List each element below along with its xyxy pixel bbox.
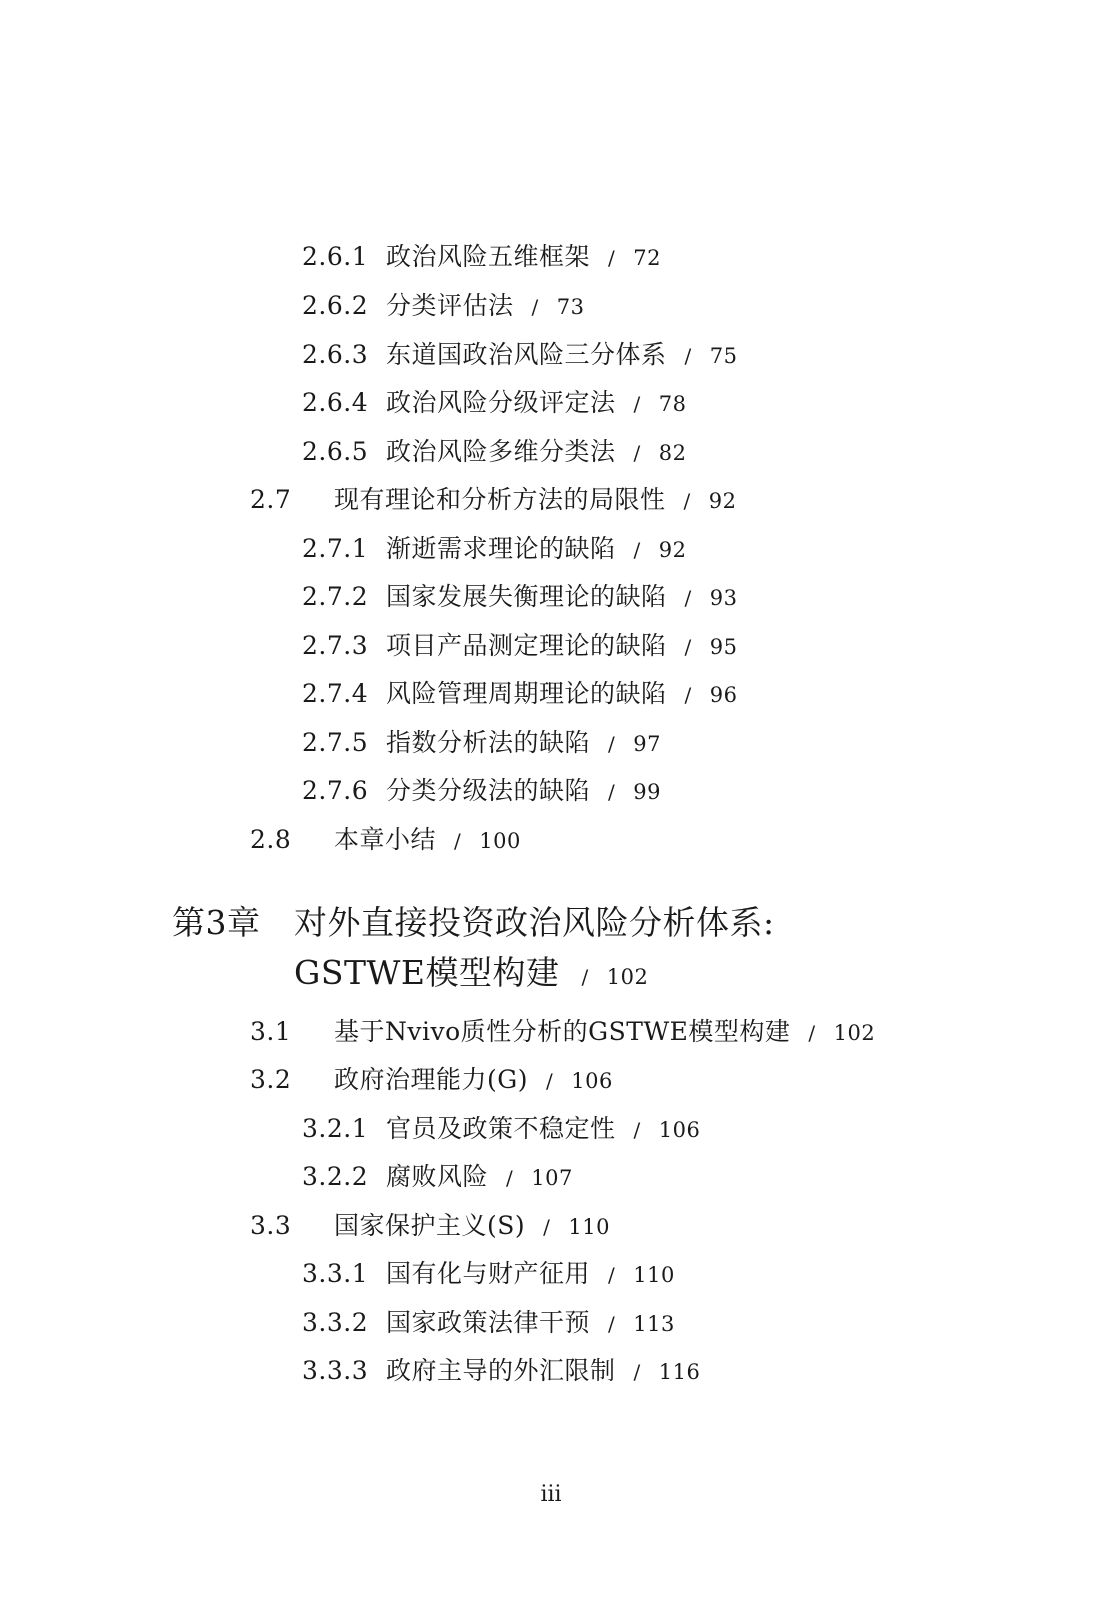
entry-number: 2.7.3 [302,631,369,660]
page-folio: iii [540,1482,562,1507]
entry-page-number: 113 [633,1312,675,1336]
toc-entry[interactable] [250,485,737,516]
entry-separator: / [454,829,462,853]
entry-title: 分类分级法的缺陷 [386,776,591,805]
entry-title: 国家政策法律干预 [386,1308,591,1337]
toc-entry[interactable] [250,1211,610,1242]
entry-page-number: 96 [709,683,738,707]
entry-separator: / [545,1069,554,1093]
entry-title: 分类评估法 [386,291,514,320]
entry-separator: / [684,635,692,659]
entry-title: 风险管理周期理论的缺陷 [386,679,667,708]
entry-title: 本章小结 [334,825,437,854]
entry-separator: / [531,295,539,319]
entry-separator: / [608,1312,616,1336]
entry-title: 官员及政策不稳定性 [386,1114,616,1143]
toc-entry[interactable] [250,1065,613,1096]
entry-page-number: 75 [709,344,738,368]
entry-number: 2.7 [250,485,292,514]
chapter-title-line2: GSTWE模型构建 [294,953,560,992]
entry-number: 2.6.1 [302,242,369,271]
chapter-heading[interactable] [172,903,775,943]
entry-page-number: 93 [709,586,738,610]
entry-separator: / [608,1263,616,1287]
entry-separator: / [633,538,641,562]
entry-separator: / [684,344,692,368]
entry-number: 2.6.5 [302,437,369,466]
entry-number: 3.3.2 [302,1308,369,1337]
entry-title: 项目产品测定理论的缺陷 [386,631,667,660]
chapter-title-line1: 对外直接投资政治风险分析体系: [294,903,775,942]
entry-title: 现有理论和分析方法的局限性 [334,485,666,514]
toc-entry[interactable] [302,631,738,662]
entry-title: 国有化与财产征用 [386,1259,591,1288]
entry-page-number: 73 [556,295,585,319]
entry-separator: / [633,441,641,465]
entry-number: 2.7.4 [302,679,369,708]
chapter-heading-continued[interactable] [294,953,648,997]
entry-page-number: 92 [708,489,737,513]
entry-separator: / [608,246,616,270]
toc-entry[interactable] [302,437,687,468]
entry-number: 3.3.1 [302,1259,369,1288]
entry-number: 2.6.2 [302,291,369,320]
entry-separator: / [608,780,616,804]
entry-page-number: 107 [531,1166,573,1190]
entry-number: 2.7.2 [302,582,369,611]
entry-separator: / [808,1021,816,1045]
entry-title: 基于Nvivo质性分析的GSTWE模型构建 [334,1017,791,1046]
entry-number: 3.3.3 [302,1356,369,1385]
toc-entry[interactable] [302,340,738,371]
entry-number: 3.2 [250,1065,292,1094]
entry-separator: / [684,683,692,707]
toc-entry[interactable] [302,1308,675,1339]
toc-entry[interactable] [302,728,661,759]
entry-number: 2.7.6 [302,776,369,805]
entry-title: 腐败风险 [386,1162,489,1191]
entry-page-number: 110 [633,1263,675,1287]
entry-page-number: 95 [709,635,738,659]
entry-number: 2.6.4 [302,388,369,417]
entry-page-number: 97 [633,732,661,756]
entry-separator: / [684,586,692,610]
entry-page-number: 72 [633,246,661,270]
entry-separator: / [633,392,641,416]
entry-separator: / [683,489,691,513]
toc-entry[interactable] [302,242,661,273]
entry-separator: / [506,1166,514,1190]
entry-page-number: 116 [658,1360,701,1384]
toc-entry[interactable] [250,825,521,856]
toc-entry[interactable] [250,1017,875,1048]
entry-number: 2.8 [250,825,292,854]
entry-page-number: 99 [633,780,661,804]
entry-page-number: 78 [658,392,687,416]
entry-separator: / [543,1215,551,1239]
entry-title: 政治风险多维分类法 [386,437,616,466]
entry-title: 渐逝需求理论的缺陷 [386,534,616,563]
entry-number: 2.7.5 [302,728,369,757]
toc-entry[interactable] [302,1162,573,1193]
entry-page-number: 110 [568,1215,610,1239]
entry-page-number: 102 [833,1021,876,1045]
toc-entry[interactable] [302,776,661,807]
toc-entry[interactable] [302,1114,700,1145]
toc-entry[interactable] [302,679,738,710]
chapter-separator: / [581,965,589,989]
toc-entry[interactable] [302,582,738,613]
entry-number: 3.3 [250,1211,292,1240]
entry-separator: / [633,1360,641,1384]
entry-number: 3.2.1 [302,1114,369,1143]
toc-entry[interactable] [302,291,585,322]
entry-title: 国家保护主义(S) [334,1211,526,1240]
chapter-number: 第3章 [172,903,261,942]
entry-title: 东道国政治风险三分体系 [386,340,667,369]
toc-entry[interactable] [302,534,687,565]
entry-number: 2.6.3 [302,340,369,369]
entry-separator: / [608,732,616,756]
entry-title: 指数分析法的缺陷 [386,728,591,757]
entry-page-number: 82 [658,441,687,465]
entry-page-number: 100 [479,829,521,853]
chapter-page-number: 102 [606,965,649,989]
entry-number: 3.2.2 [302,1162,369,1191]
entry-page-number: 106 [658,1118,701,1142]
entry-title: 政治风险分级评定法 [386,388,616,417]
entry-title: 政府主导的外汇限制 [386,1356,616,1385]
entry-title: 政府治理能力(G) [334,1065,528,1094]
entry-title: 政治风险五维框架 [386,242,591,271]
toc-entry[interactable] [302,388,687,419]
entry-page-number: 92 [658,538,687,562]
toc-entry[interactable] [302,1259,675,1290]
entry-number: 2.7.1 [302,534,369,563]
entry-separator: / [633,1118,641,1142]
entry-number: 3.1 [250,1017,292,1046]
entry-title: 国家发展失衡理论的缺陷 [386,582,667,611]
entry-page-number: 106 [571,1069,613,1093]
toc-entry[interactable] [302,1356,700,1387]
